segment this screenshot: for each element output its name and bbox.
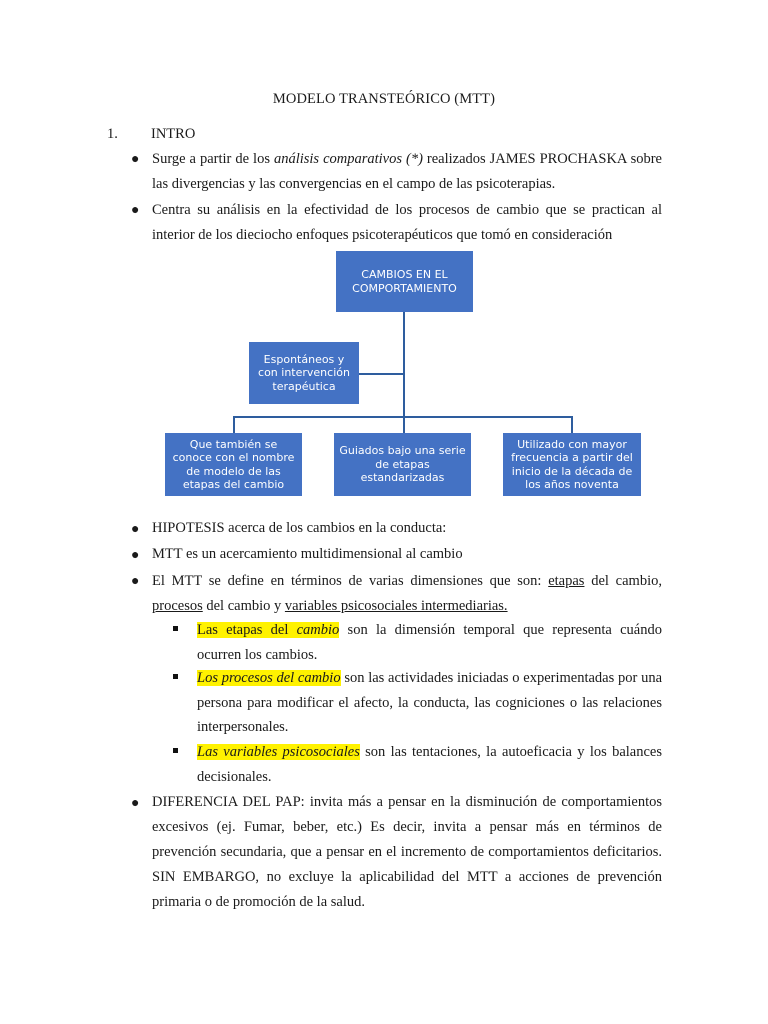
text-run: son las tentaciones, la autoeficacia y los balances decisionales. xyxy=(197,744,662,785)
text-run: son la dimensión temporal que representa cuándo ocurren los cambios. xyxy=(197,622,662,663)
bullet-icon: ● xyxy=(131,522,140,537)
page-title: MODELO TRANSTEÓRICO (MTT) xyxy=(272,91,496,107)
connector-drop-right xyxy=(571,416,573,433)
text-run: del cambio, xyxy=(584,573,662,589)
italic-text: análisis comparativos (*) xyxy=(273,151,423,167)
intro-paragraph-1 xyxy=(152,147,662,197)
mtt-paragraph: MTT es un acercamiento multidimensional al cambio xyxy=(152,546,463,562)
diagram-top-box: CAMBIOS EN EL COMPORTAMIENTO xyxy=(336,251,473,312)
section-number: 1. xyxy=(107,126,118,142)
text-run: Las etapas del xyxy=(197,622,297,638)
underlined-text: variables psicosociales intermediarias. xyxy=(284,598,508,614)
underlined-text: etapas xyxy=(548,573,585,589)
bullet-icon: ● xyxy=(131,152,140,167)
bullet-icon: ● xyxy=(131,796,140,811)
connector-drop-center xyxy=(403,416,405,433)
sub-paragraph-1 xyxy=(197,618,662,667)
bullet-icon: ● xyxy=(131,203,140,218)
text-run: del cambio y xyxy=(202,598,285,614)
connector-side xyxy=(359,373,404,375)
bullet-icon: ● xyxy=(131,548,140,563)
highlighted-text: Las variables psicosociales xyxy=(197,744,360,760)
sub-paragraph-2 xyxy=(197,666,662,740)
connector-vertical xyxy=(403,312,405,417)
diagram-child-box: Utilizado con mayor frecuencia a partir del inicio de la década de los años noventa xyxy=(503,433,641,496)
text-run: El MTT se define en términos de varias dimensiones que son: xyxy=(152,573,549,589)
text-run: son las actividades iniciadas o experimentadas por una persona para modificar el afecto, la conducta, las cogniciones o las relaciones interpersonales. xyxy=(197,670,662,735)
square-bullet-icon xyxy=(173,672,181,680)
bullet-icon: ● xyxy=(131,574,140,589)
intro-paragraph-2: Centra su análisis en la efectividad de los procesos de cambio que se practican al interior de los dieciocho enfoques psicoterapéuticos que tomó en consideración xyxy=(152,202,662,243)
text-run: Surge a partir de los xyxy=(152,151,274,167)
diagram-side-box: Espontáneos y con intervención terapéutica xyxy=(249,342,359,404)
diferencia-paragraph: DIFERENCIA DEL PAP: invita más a pensar en la disminución de comportamientos excesivos (ej. Fumar, beber, etc.) Es decir, invita a pensar más en términos de prevención secundaria, que a pensar en el incremento de comportamientos deficitarios. SIN EMBARGO, no excluye la aplicabilidad del MTT a acciones de prevención primaria o de promoción de la salud. xyxy=(152,794,662,910)
hipotesis-paragraph: HIPOTESIS acerca de los cambios en la conducta: xyxy=(152,520,447,536)
definition-paragraph xyxy=(152,569,662,619)
underlined-text: procesos xyxy=(152,598,203,614)
text-run: realizados JAMES PROCHASKA sobre las divergencias y las convergencias en el campo de las psicoterapias. xyxy=(152,151,662,192)
italic-text: cambio xyxy=(296,622,340,638)
square-bullet-icon xyxy=(173,624,181,632)
connector-drop-left xyxy=(233,416,235,433)
diagram-child-box: Guiados bajo una serie de etapas estandarizadas xyxy=(334,433,471,496)
highlighted-text xyxy=(197,622,339,638)
square-bullet-icon xyxy=(173,746,181,754)
sub-paragraph-3 xyxy=(197,740,662,789)
diagram-child-box: Que también se conoce con el nombre de modelo de las etapas del cambio xyxy=(165,433,302,496)
section-title: INTRO xyxy=(151,126,196,142)
highlighted-text: Los procesos del cambio xyxy=(197,670,341,686)
